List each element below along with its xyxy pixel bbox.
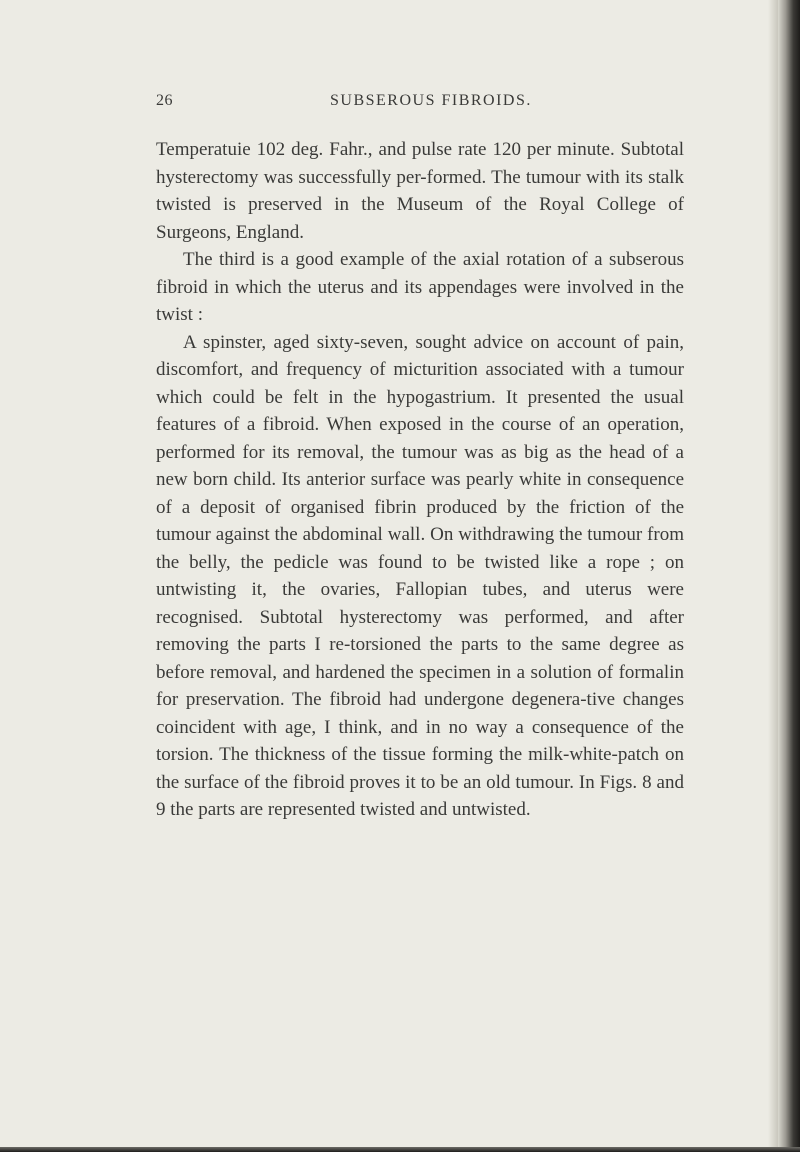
page-bottom-edge (0, 1147, 800, 1152)
paragraph-1: Temperatuie 102 deg. Fahr., and pulse rate 120 per minute. Subtotal hysterectomy was successfully per-formed. The tumour with its stalk twisted is preserved in the Museum of the Royal College of Surgeons, England. (156, 139, 684, 243)
paragraph-2: The third is a good example of the axial rotation of a subserous fibroid in which the uterus and its appendages were involved in the twist : (156, 249, 684, 325)
page-number: 26 (156, 92, 173, 109)
page-edge-shadow (768, 0, 778, 1152)
paragraph-3: A spinster, aged sixty-seven, sought advice on account of pain, discomfort, and frequency of micturition associated with a tumour which could be felt in the hypogastrium. It presented the usual features of a fibroid. When exposed in the course of an operation, performed for its removal, the tumour was as big as the head of a new born child. Its anterior surface was pearly white in consequence of a deposit of organised fibrin produced by the friction of the tumour against the abdominal wall. On withdrawing the tumour from the belly, the pedicle was found to be twisted like a rope ; on untwisting it, the ovaries, Fallopian tubes, and uterus were recognised. Subtotal hysterectomy was performed, and after removing the parts I re-torsioned the parts to the same degree as before removal, and hardened the specimen in a solution of formalin for preservation. The fibroid had undergone degenera-tive changes coincident with age, I think, and in no way a consequence of the torsion. The thickness of the tissue forming the milk-white-patch on the surface of the fibroid proves it to be an old tumour. In Figs. 8 and 9 the parts are represented twisted and untwisted. (156, 331, 684, 820)
page-edge (778, 0, 800, 1152)
body-text (156, 136, 684, 824)
running-head: SUBSEROUS FIBROIDS. (330, 92, 532, 109)
